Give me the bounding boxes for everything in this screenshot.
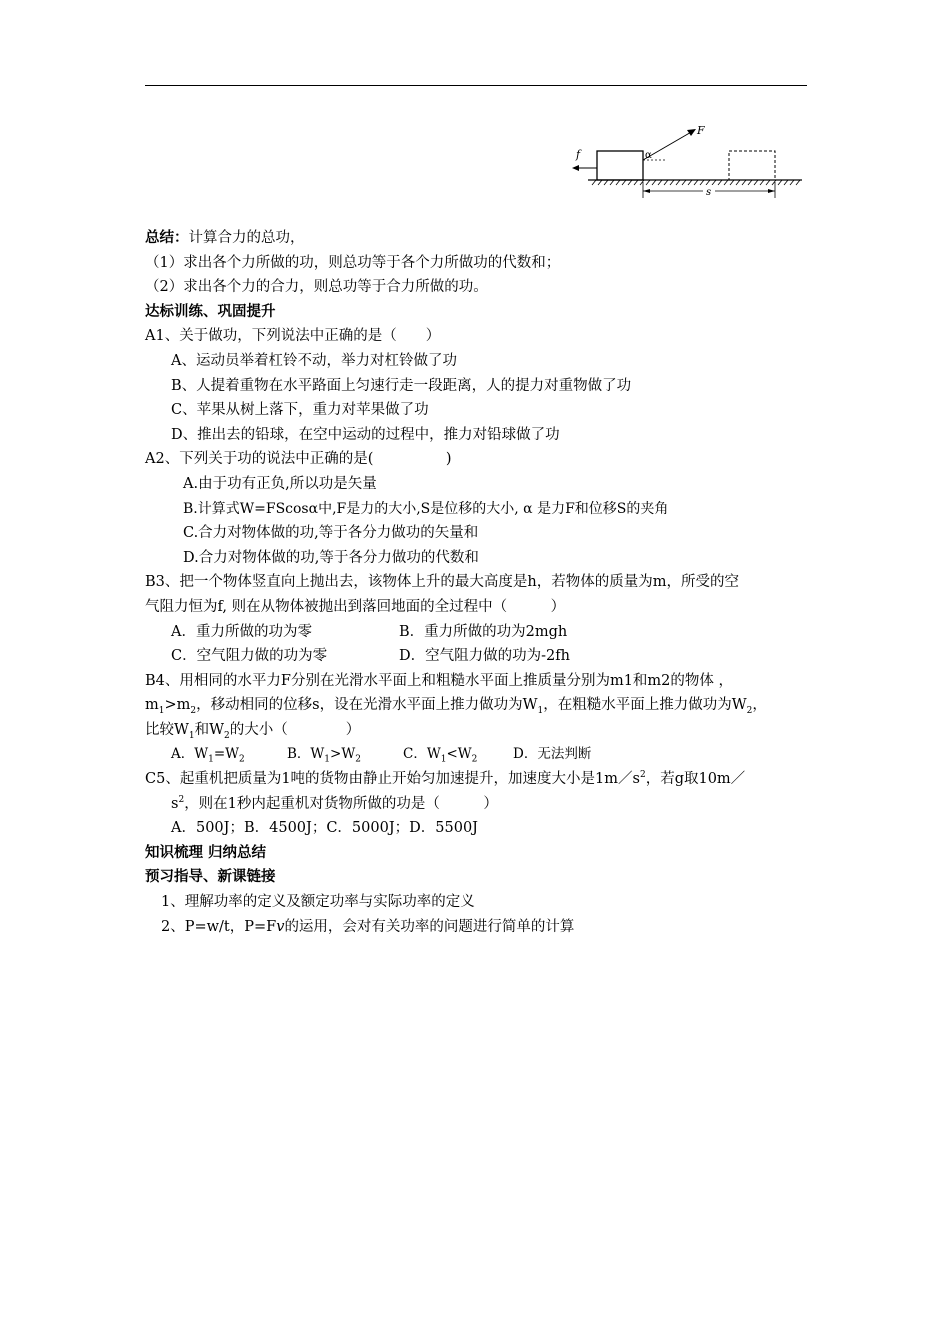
c5-sup-2: 2 bbox=[178, 794, 185, 805]
summary-line bbox=[145, 226, 810, 251]
b3-option-a: A．重力所做的功为零 bbox=[171, 623, 312, 640]
label-f: f bbox=[576, 148, 581, 161]
c5-stem-2 bbox=[145, 792, 810, 817]
b4-m1-sub: 1 bbox=[158, 706, 165, 717]
b4-options bbox=[145, 742, 810, 767]
c5-stem-2-end: ，则在1秒内起重机对货物所做的功是（ ） bbox=[184, 795, 498, 812]
c5-sup-1: 2 bbox=[639, 770, 646, 781]
b4-stem-3-c: 的大小（ ） bbox=[229, 721, 361, 738]
a2-option-d: D.合力对物体做的功,等于各分力做功的代数和 bbox=[183, 549, 479, 566]
b4-stem-3-a: 比较W bbox=[145, 721, 189, 738]
c5-options: A．500J；B．4500J；C．5000J；D．5500J bbox=[171, 820, 478, 837]
b4-option-c: C．$W_1<W_2$ bbox=[403, 746, 478, 766]
b3-option-b: B．重力所做的功为2mgh bbox=[399, 623, 568, 640]
b4-w1-sub: 1 bbox=[537, 706, 544, 717]
b4-stem-2-end: ，在粗糙水平面上推力做功为W bbox=[543, 697, 747, 714]
preview-item-2-v: v bbox=[276, 918, 285, 935]
friction-arrowhead bbox=[572, 165, 579, 171]
c5-stem-2-a: s bbox=[171, 795, 179, 812]
force-diagram bbox=[570, 118, 810, 202]
a1-option-c: C、苹果从树上落下，重力对苹果做了功 bbox=[171, 402, 429, 419]
b4-w2-sub: 2 bbox=[746, 706, 753, 717]
b4-stem-2-tail: ， bbox=[752, 697, 767, 714]
a2-stem: A2、下列关于功的说法中正确的是( ) bbox=[145, 451, 452, 468]
b3-options-ab bbox=[145, 620, 810, 645]
label-s: s bbox=[706, 187, 712, 198]
b4-option-b: B．$W_1>W_2$ bbox=[287, 746, 361, 766]
c5-stem-1-end: ，若g取10m／ bbox=[645, 771, 746, 788]
b4-m2-sub: 2 bbox=[190, 706, 197, 717]
b4-stem-1: B4、用相同的水平力F分别在光滑水平面上和粗糙水平面上推质量分别为m1和m2的物体 ， bbox=[145, 672, 733, 689]
a1-option-b: B、人提着重物在水平路面上匀速行走一段距离，人的提力对重物做了功 bbox=[171, 377, 632, 394]
a1-option-a: A、运动员举着杠铃不动，举力对杠铃做了功 bbox=[171, 352, 457, 369]
summary-text: 计算合力的总功， bbox=[188, 230, 305, 246]
c5-stem-1-text: C5、起重机把质量为1吨的货物由静止开始匀加速提升，加速度大小是1m／s bbox=[145, 771, 640, 788]
ground-hatch bbox=[592, 180, 800, 185]
a2-option-a: A.由于功有正负,所以功是矢量 bbox=[183, 475, 377, 492]
label-alpha: α bbox=[645, 150, 652, 161]
a2-option-b: B.计算式W=FScosα中,F是力的大小,S是位移的大小, α 是力F和位移S的夹角 bbox=[183, 500, 669, 517]
preview-item-2 bbox=[145, 915, 810, 940]
b4-stem-3-sub2: 2 bbox=[224, 730, 230, 741]
c5-stem-1 bbox=[145, 767, 810, 792]
b4-option-a: A．$W_1=W_2$ bbox=[171, 746, 245, 766]
summary-point-1: （1）求出各个力所做的功，则总功等于各个力所做功的代数和； bbox=[145, 254, 561, 271]
displacement-arrow-right bbox=[768, 189, 775, 193]
force-arrowhead bbox=[687, 129, 696, 136]
summary-heading: 总结： bbox=[145, 230, 189, 246]
preview-item-1: 1、理解功率的定义及额定功率与实际功率的定义 bbox=[161, 894, 475, 911]
b4-gt: >m bbox=[164, 697, 191, 714]
b3-stem-1: B3、把一个物体竖直向上抛出去，该物体上升的最大高度是h，若物体的质量为m，所受的空 bbox=[145, 574, 739, 591]
a1-option-d: D、推出去的铅球，在空中运动的过程中，推力对铅球做了功 bbox=[171, 426, 560, 443]
b4-option-d: D．无法判断 bbox=[513, 746, 592, 763]
b4-stem-3-b: 和W bbox=[194, 721, 225, 738]
section-knowledge-heading: 知识梳理 归纳总结 bbox=[145, 844, 267, 861]
label-F: F bbox=[697, 124, 705, 137]
block-final-dashed bbox=[729, 151, 775, 180]
b4-stem-3-sub1: 1 bbox=[188, 730, 195, 741]
preview-item-2-b: 的运用，会对有关功率的问题进行简单的计算 bbox=[284, 918, 575, 935]
displacement-arrow-left bbox=[643, 189, 650, 193]
b4-stem-2 bbox=[145, 693, 810, 718]
a2-option-c: C.合力对物体做的功,等于各分力做功的矢量和 bbox=[183, 525, 479, 542]
a1-stem: A1、关于做功，下列说法中正确的是（ ） bbox=[145, 328, 441, 345]
section-preview-heading: 预习指导、新课链接 bbox=[145, 869, 276, 886]
section-training-heading: 达标训练、巩固提升 bbox=[145, 303, 276, 320]
preview-item-2-a: 2、P=w/t，P=F bbox=[161, 918, 277, 935]
b4-m1: m bbox=[145, 697, 159, 714]
b3-option-c: C．空气阻力做的功为零 bbox=[171, 648, 328, 665]
b4-stem-2-mid: ，移动相同的位移s，设在光滑水平面上推力做功为W bbox=[196, 697, 538, 714]
summary-point-2: （2）求出各个力的合力，则总功等于合力所做的功。 bbox=[145, 279, 488, 296]
b3-option-d: D．空气阻力做的功为-2fh bbox=[399, 648, 570, 665]
b3-stem-2: 气阻力恒为f, 则在从物体被抛出到落回地面的全过程中（ ） bbox=[145, 598, 566, 615]
b4-stem-3 bbox=[145, 718, 810, 743]
b3-options-cd bbox=[145, 644, 810, 669]
block bbox=[597, 151, 643, 180]
header-rule bbox=[145, 85, 807, 86]
document-body bbox=[145, 226, 810, 939]
